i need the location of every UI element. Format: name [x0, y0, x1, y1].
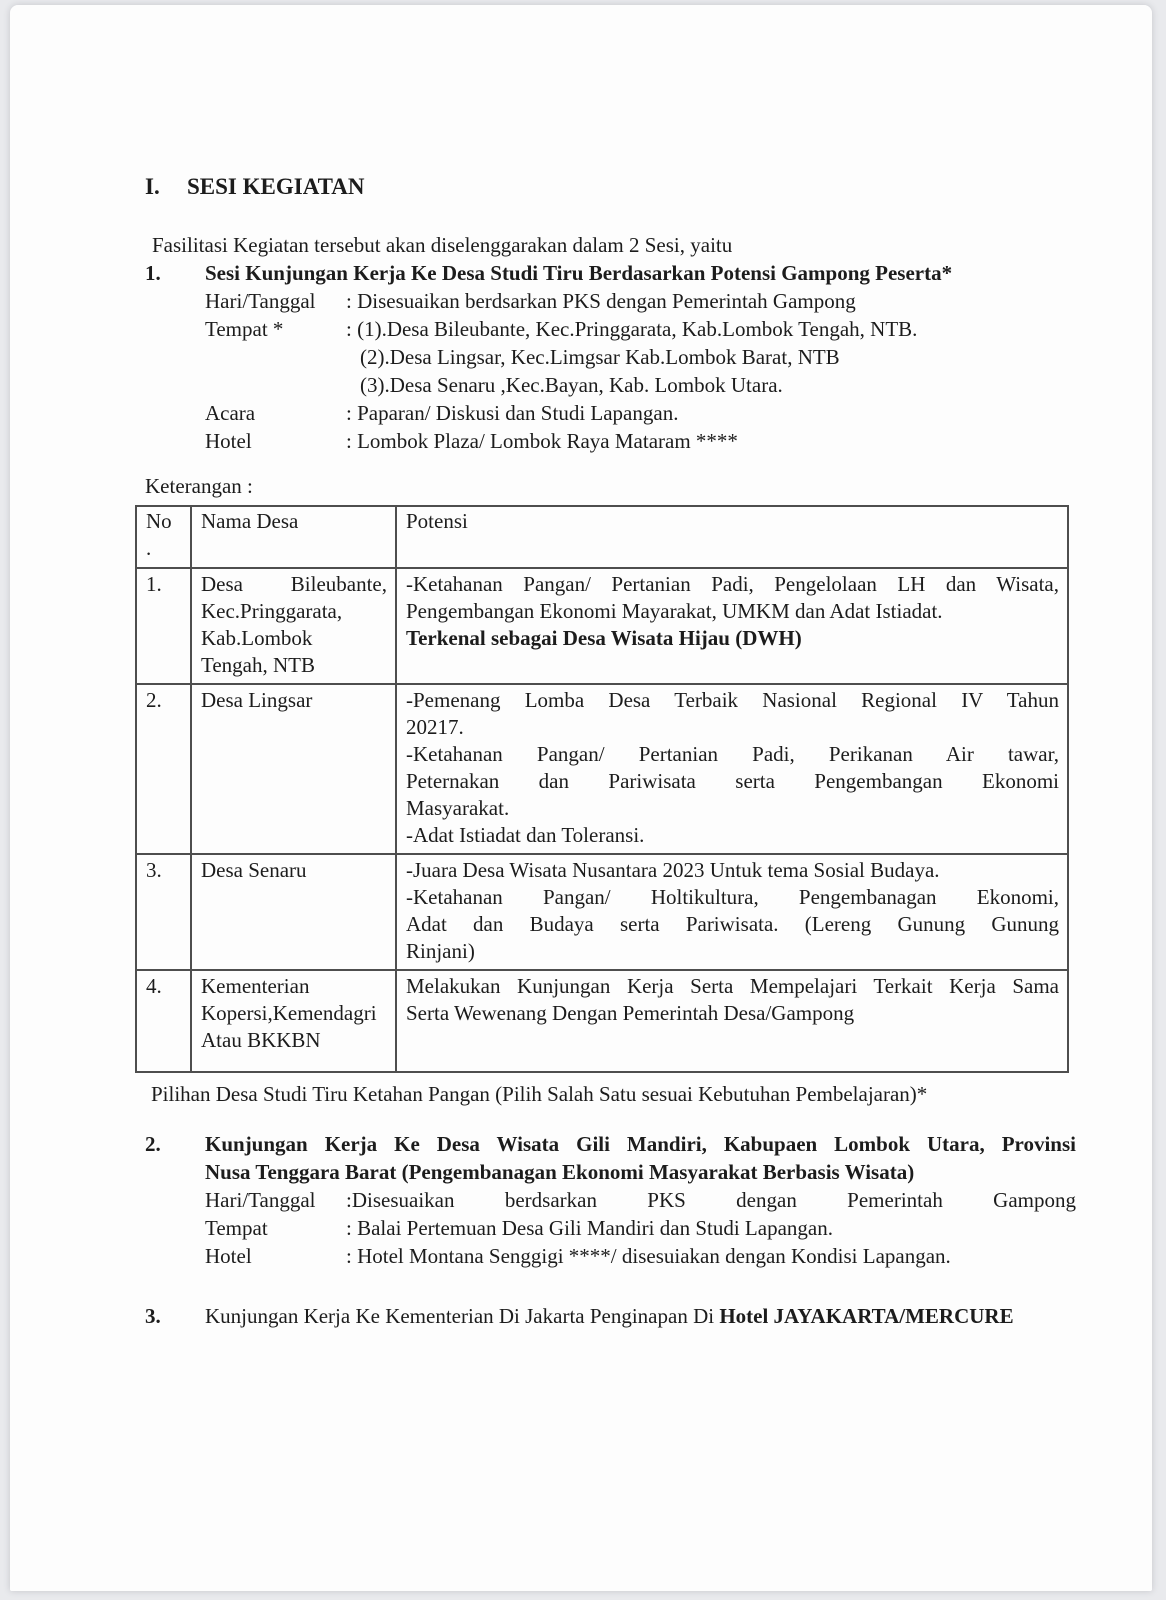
section-title: SESI KEGIATAN	[187, 174, 365, 199]
potensi-bold-note: Terkenal sebagai Desa Wisata Hijau (DWH)	[406, 626, 802, 650]
section-number: I.	[145, 174, 160, 199]
col-header-potensi: Potensi	[396, 506, 1068, 568]
col-header-nama-desa: Nama Desa	[191, 506, 396, 568]
detail-value: : Disesuaikan berdsarkan PKS dengan Pemerintah Gampong	[346, 289, 856, 313]
table-row	[136, 854, 1068, 970]
detail-value-continuation: (2).Desa Lingsar, Kec.Limgsar Kab.Lombok Barat, NTB	[360, 345, 840, 369]
cell-potensi: Melakukan Kunjungan Kerja Serta Mempelajari Terkait Kerja Sama Serta Wewenang Dengan Pemerintah Desa/Gampong	[396, 970, 1068, 1072]
detail-value-continuation: (3).Desa Senaru ,Kec.Bayan, Kab. Lombok Utara.	[360, 373, 783, 397]
cell-potensi: -Juara Desa Wisata Nusantara 2023 Untuk tema Sosial Budaya. -Ketahanan Pangan/ Holtikultura, Pengembanagan Ekonomi, Adat dan Budaya serta Pariwisata. (Lereng Gunung Gunung Rinjani)	[396, 854, 1068, 970]
detail-row-acara	[205, 399, 1076, 427]
cell-potensi: -Pemenang Lomba Desa Terbaik Nasional Regional IV Tahun 20217. -Ketahanan Pangan/ Pertanian Padi, Perikanan Air tawar, Peternakan dan Pariwisata serta Pengembangan Ekonomi Masyarakat. -Adat Istiadat dan Toleransi.	[396, 684, 1068, 854]
item-1-title: Sesi Kunjungan Kerja Ke Desa Studi Tiru Berdasarkan Potensi Gampong Peserta*	[205, 261, 953, 285]
cell-potensi: -Ketahanan Pangan/ Pertanian Padi, Pengelolaan LH dan Wisata, Pengembangan Ekonomi Mayarakat, UMKM dan Adat Istiadat. Terkenal sebagai Desa Wisata Hijau (DWH)	[396, 568, 1068, 684]
detail-label: Hari/Tanggal	[205, 1188, 316, 1212]
detail-row-hari	[205, 1186, 1076, 1214]
document-content	[135, 173, 1076, 1330]
detail-label: Tempat	[205, 1216, 268, 1240]
item-3-hotel-bold: Hotel JAYAKARTA/MERCURE	[719, 1304, 1014, 1328]
section-heading	[135, 173, 1076, 200]
detail-value: :Disesuaikan berdsarkan PKS dengan Pemerintah Gampong	[346, 1188, 1076, 1212]
detail-label: Acara	[205, 401, 256, 425]
detail-row-tempat	[205, 315, 1076, 343]
item-number: 1.	[145, 261, 161, 285]
detail-value: : Lombok Plaza/ Lombok Raya Mataram ****	[346, 429, 738, 453]
desa-potensi-table	[135, 505, 1069, 1073]
agenda-item-1	[135, 259, 1076, 455]
detail-label: Tempat *	[205, 317, 284, 341]
detail-row-tempat	[205, 1214, 1076, 1242]
item-2-title-line: Nusa Tenggara Barat (Pengembanagan Ekonomi Masyarakat Berbasis Wisata)	[205, 1160, 915, 1184]
cell-nama-desa: Desa Lingsar	[191, 684, 396, 854]
item-number: 3.	[145, 1304, 161, 1328]
table-row	[136, 684, 1068, 854]
detail-label: Hotel	[205, 1244, 252, 1268]
item-number: 2.	[145, 1132, 161, 1156]
item-2-title-line: Kunjungan Kerja Ke Desa Wisata Gili Mandiri, Kabupaen Lombok Utara, Provinsi	[205, 1132, 1076, 1156]
detail-row-hari	[205, 287, 1076, 315]
cell-no: 1.	[136, 568, 191, 684]
intro-paragraph: Fasilitasi Kegiatan tersebut akan diselenggarakan dalam 2 Sesi, yaitu	[152, 233, 733, 257]
cell-no: 2.	[136, 684, 191, 854]
cell-nama-desa: Kementerian Kopersi,Kemendagri Atau BKKBN	[191, 970, 396, 1072]
item-3-text: Kunjungan Kerja Ke Kementerian Di Jakarta Penginapan Di	[205, 1304, 720, 1328]
detail-value: : (1).Desa Bileubante, Kec.Pringgarata, Kab.Lombok Tengah, NTB.	[346, 317, 918, 341]
table-intro-label: Keterangan :	[145, 474, 253, 498]
detail-row-hotel	[205, 427, 1076, 455]
cell-no: 3.	[136, 854, 191, 970]
detail-value: : Paparan/ Diskusi dan Studi Lapangan.	[346, 401, 679, 425]
table-header-row	[136, 506, 1068, 568]
detail-label: Hotel	[205, 429, 252, 453]
col-header-no: No .	[136, 506, 191, 568]
table-row	[136, 568, 1068, 684]
detail-value: : Balai Pertemuan Desa Gili Mandiri dan Studi Lapangan.	[346, 1216, 833, 1240]
table-caption: Pilihan Desa Studi Tiru Ketahan Pangan (Pilih Salah Satu sesuai Kebutuhan Pembelajaran)*	[151, 1082, 928, 1106]
table-row	[136, 970, 1068, 1072]
detail-row-hotel	[205, 1242, 1076, 1270]
agenda-item-2	[135, 1130, 1076, 1270]
detail-label: Hari/Tanggal	[205, 289, 316, 313]
cell-no: 4.	[136, 970, 191, 1072]
detail-value: : Hotel Montana Senggigi ****/ disesuiakan dengan Kondisi Lapangan.	[346, 1244, 951, 1268]
agenda-item-3	[135, 1302, 1076, 1330]
document-page	[10, 5, 1152, 1591]
cell-nama-desa: Desa Bileubante, Kec.Pringgarata, Kab.Lombok Tengah, NTB	[191, 568, 396, 684]
cell-nama-desa: Desa Senaru	[191, 854, 396, 970]
